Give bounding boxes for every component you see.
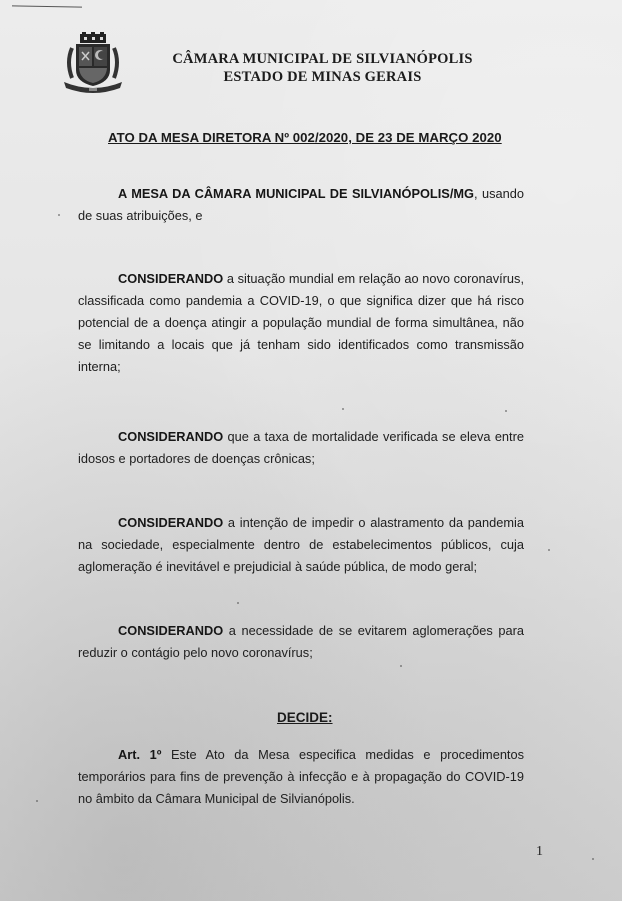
preamble-paragraph [78,183,524,227]
coat-of-arms-icon [60,32,126,94]
preamble-text: , usando de suas atribuições, e [78,186,524,223]
considerando-label: CONSIDERANDO [118,429,224,444]
considerando-label: CONSIDERANDO [118,623,224,638]
scan-speck [592,858,594,860]
preamble-bold: A MESA DA CÂMARA MUNICIPAL DE SILVIANÓPOLIS/MG [118,186,475,201]
scan-speck [400,665,402,667]
document-header [150,50,495,86]
state-name: ESTADO DE MINAS GERAIS [223,69,422,85]
considerando-text: que a taxa de mortalidade verificada se eleva entre idosos e portadores de doenças crônicas; [78,429,524,466]
scan-speck [58,214,60,216]
considerando-label: CONSIDERANDO [118,271,224,286]
article-text: Este Ato da Mesa especifica medidas e procedimentos temporários para fins de prevenção à infecção e à propagação do COVID-19 no âmbito da Câmara Municipal de Silvianópolis. [78,747,525,806]
considerando-paragraph-3 [78,512,524,578]
scan-speck [237,602,239,604]
scan-speck [505,410,507,412]
decide-heading: DECIDE: [277,710,333,725]
scan-speck [36,800,38,802]
page-number: 1 [536,844,543,859]
article-label: Art. 1º [118,747,162,762]
considerando-text: a intenção de impedir o alastramento da pandemia na sociedade, especialmente dentro de estabelecimentos públicos, cuja aglomeração é inevitável e prejudicial à saúde pública, de modo geral; [78,515,524,574]
scan-speck [342,408,344,410]
considerando-paragraph-1 [78,268,524,378]
institution-name: CÂMARA MUNICIPAL DE SILVIANÓPOLIS [172,51,473,67]
considerando-text: a necessidade de se evitarem aglomerações para reduzir o contágio pelo novo coronavírus; [78,623,524,660]
considerando-paragraph-2 [78,426,524,470]
article-1-paragraph [78,744,524,810]
considerando-label: CONSIDERANDO [118,515,224,530]
top-edge-rule [12,5,82,7]
document-title: ATO DA MESA DIRETORA Nº 002/2020, DE 23 DE MARÇO 2020 [108,130,502,145]
scan-speck [548,549,550,551]
considerando-text: a situação mundial em relação ao novo coronavírus, classificada como pandemia a COVID-19, o que significa dizer que há risco potencial de a doença atingir a população mundial de forma simultânea, não se limitando a locais que já tenham sido identificados como transmissão interna; [78,271,524,374]
considerando-paragraph-4 [78,620,524,664]
